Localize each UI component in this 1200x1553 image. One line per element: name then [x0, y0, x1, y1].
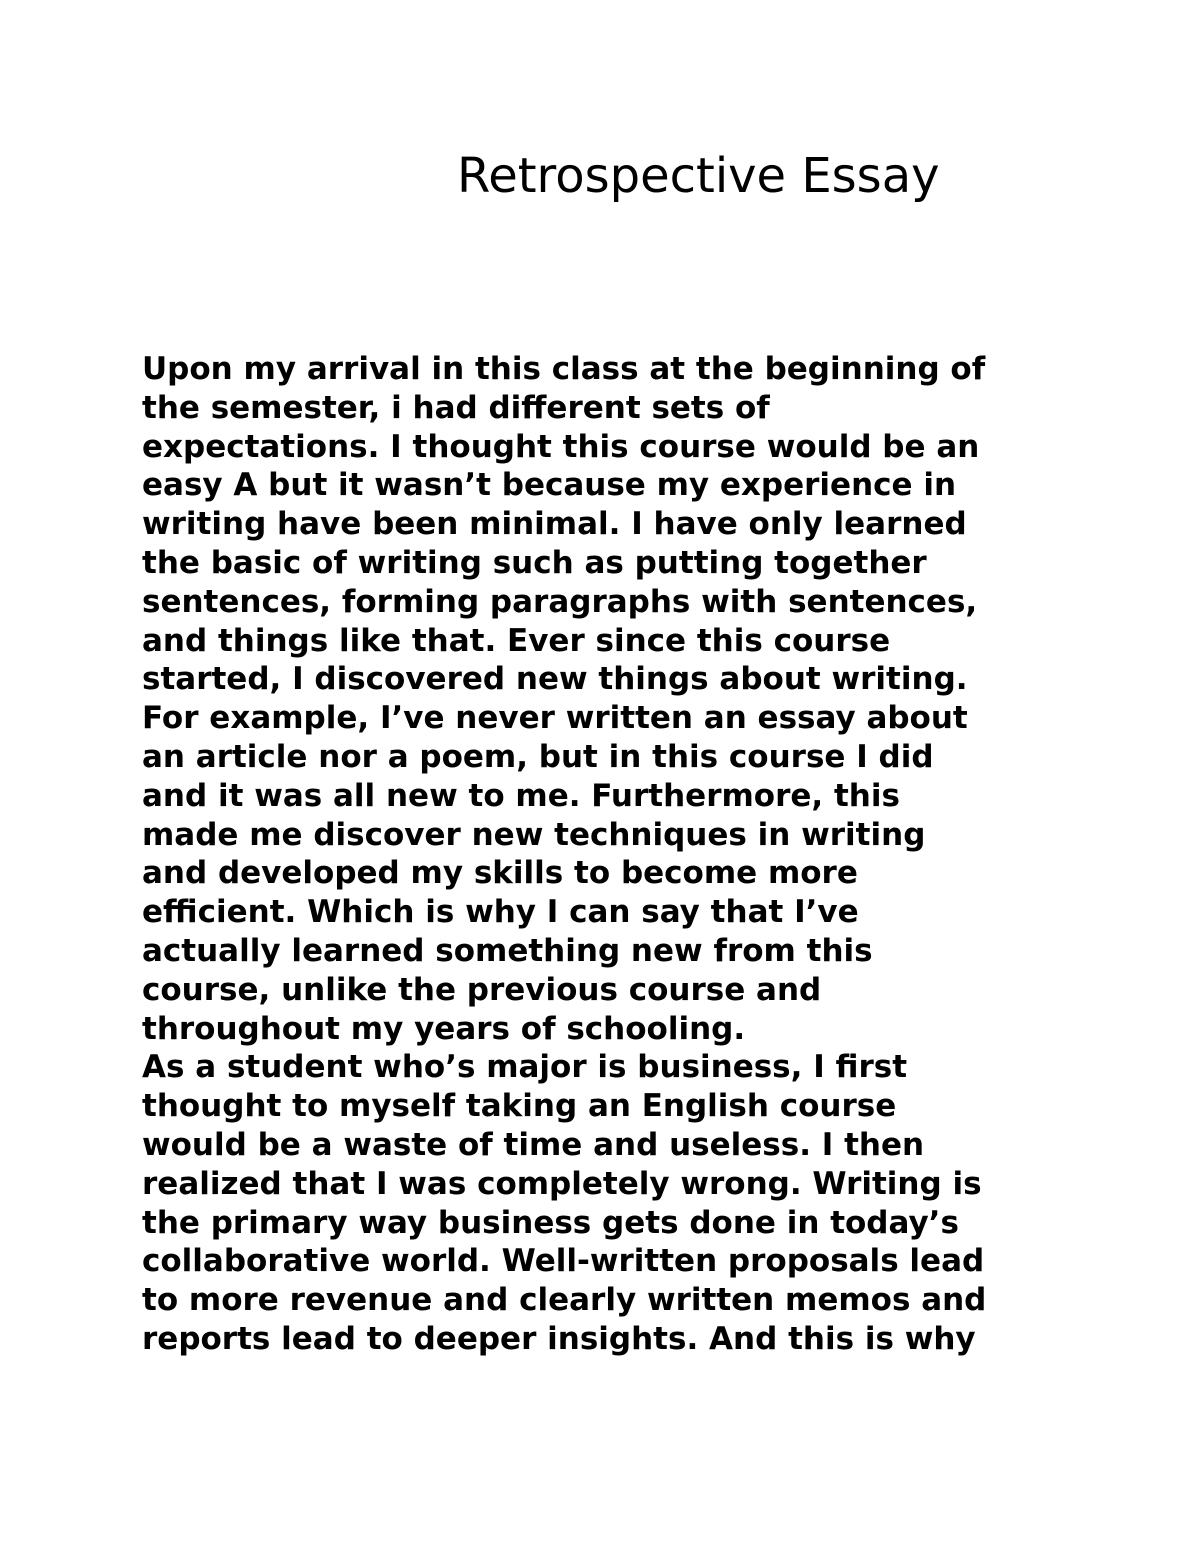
essay-line: collaborative world. Well-written proposals lead: [142, 1243, 985, 1280]
essay-line: reports lead to deeper insights. And this is why: [142, 1320, 976, 1357]
essay-line: writing have been minimal. I have only learned: [142, 506, 967, 543]
essay-line: course, unlike the previous course and: [142, 971, 822, 1008]
essay-line: As a student who’s major is business, I first: [142, 1049, 908, 1086]
essay-line: to more revenue and clearly written memos and: [142, 1282, 987, 1319]
essay-line: an article nor a poem, but in this course I did: [142, 738, 934, 775]
essay-line: and things like that. Ever since this course: [142, 622, 891, 659]
document-title: Retrospective Essay: [457, 148, 940, 204]
essay-line: the primary way business gets done in today’s: [142, 1204, 959, 1241]
essay-line: sentences, forming paragraphs with sentences,: [142, 583, 978, 620]
essay-line: easy A but it wasn’t because my experience in: [142, 467, 957, 504]
essay-line: and it was all new to me. Furthermore, this: [142, 777, 900, 814]
essay-line: the basic of writing such as putting together: [142, 544, 927, 581]
essay-line: realized that I was completely wrong. Writing is: [142, 1165, 982, 1202]
essay-line: thought to myself taking an English course: [142, 1088, 897, 1125]
essay-line: made me discover new techniques in writing: [142, 816, 926, 853]
essay-line: expectations. I thought this course would be an: [142, 428, 980, 465]
essay-line: For example, I’ve never written an essay about: [142, 700, 968, 737]
essay-body: [142, 350, 1072, 1359]
essay-line: throughout my years of schooling.: [142, 1010, 746, 1047]
essay-line: actually learned something new from this: [142, 932, 873, 969]
essay-line: Upon my arrival in this class at the beginning of: [142, 351, 986, 387]
essay-line: and developed my skills to become more: [142, 855, 858, 892]
essay-line: started, I discovered new things about writing.: [142, 661, 968, 698]
essay-line: would be a waste of time and useless. I then: [142, 1126, 925, 1163]
essay-line: efficient. Which is why I can say that I’ve: [142, 894, 859, 931]
essay-line: the semester, i had different sets of: [142, 389, 770, 426]
